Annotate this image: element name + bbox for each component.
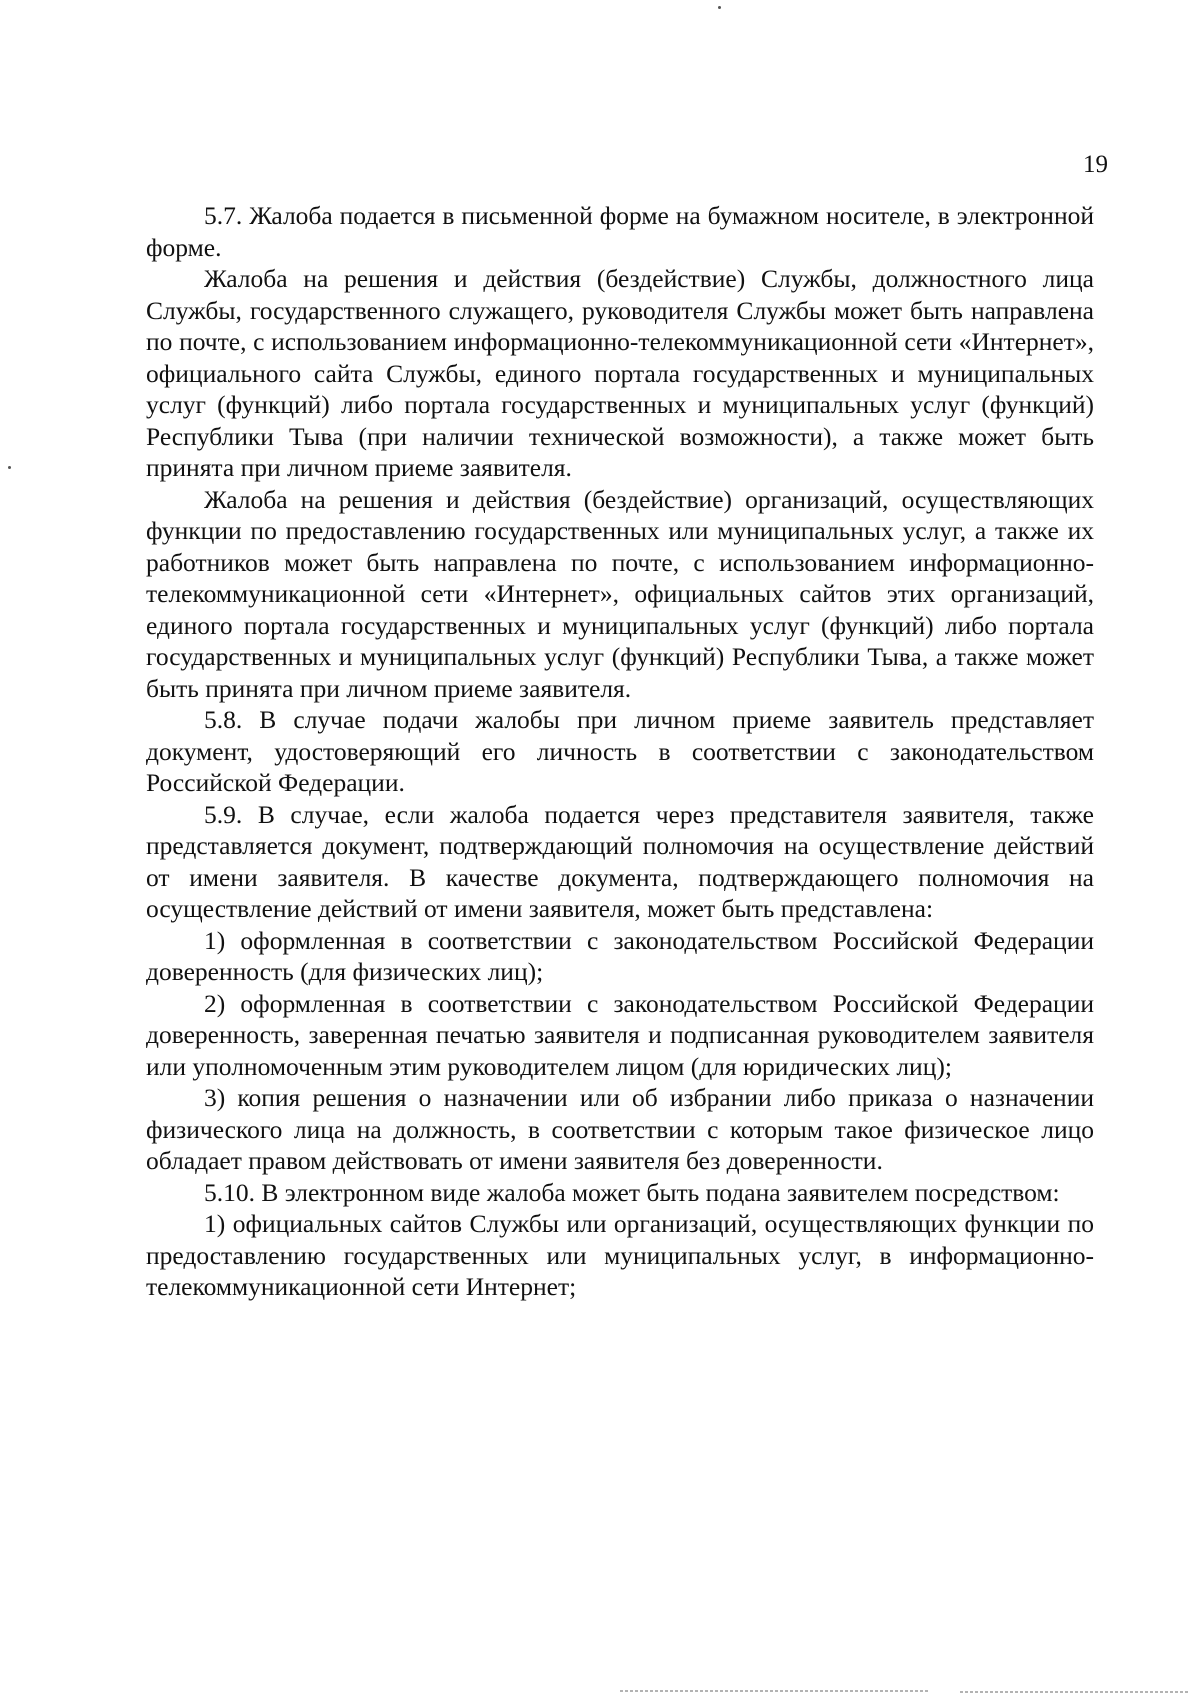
scan-speck — [8, 466, 11, 469]
scan-edge-line — [620, 1690, 930, 1692]
list-item-1-official-sites: 1) официальных сайтов Службы или организаций, осуществляющих функции по предоставлению государственных или муниципальных услуг, в информационно-телекоммуникационной сети Интернет; — [146, 1209, 1094, 1301]
document-body — [146, 200, 1094, 1303]
scan-speck — [718, 6, 721, 9]
paragraph-5-10: 5.10. В электронном виде жалоба может быть подана заявителем посредством: — [204, 1177, 1060, 1207]
list-item-3-appointment-copy: 3) копия решения о назначении или об избрании либо приказа о назначении физического лица на должность, в соответствии с которым такое физическое лицо обладает правом действовать от имени заявителя без доверенности. — [146, 1083, 1094, 1175]
list-item-2-legal-entities: 2) оформленная в соответствии с законодательством Российской Федерации доверенность, заверенная печатью заявителя и подписанная руководителем заявителя или уполномоченным этим руководителем лицом (для юридических лиц); — [146, 988, 1094, 1081]
page-number: 19 — [1083, 151, 1108, 178]
list-item-1-individuals: 1) оформленная в соответствии с законодательством Российской Федерации доверенность (для физических лиц); — [146, 925, 1094, 986]
paragraph-5-9: 5.9. В случае, если жалоба подается через представителя заявителя, также представляется документ, подтверждающий полномочия на осуществление действий от имени заявителя. В качестве документа, подтверждающего полномочия на осуществление действий от имени заявителя, может быть представлена: — [146, 799, 1094, 923]
paragraph-complaint-service: Жалоба на решения и действия (бездействие) Службы, должностного лица Службы, государственного служащего, руководителя Службы может быть направлена по почте, с использованием информационно-телекоммуникационной сети «Интернет», официального сайта Службы, единого портала государственных и муниципальных услуг (функций) либо портала государственных и муниципальных услуг (функций) Республики Тыва (при наличии технической возможности), а также может быть принята при личном приеме заявителя. — [146, 264, 1094, 482]
paragraph-5-7: 5.7. Жалоба подается в письменной форме на бумажном носителе, в электронной форме. — [146, 201, 1094, 262]
paragraph-5-8: 5.8. В случае подачи жалобы при личном приеме заявитель представляет документ, удостоверяющий его личность в соответствии с законодательством Российской Федерации. — [146, 705, 1094, 797]
scan-edge-line — [960, 1691, 1190, 1693]
paragraph-complaint-organizations: Жалоба на решения и действия (бездействие) организаций, осуществляющих функции по предоставлению государственных или муниципальных услуг, а также их работников может быть направлена по почте, с использованием информационно-телекоммуникационной сети «Интернет», официальных сайтов этих организаций, единого портала государственных и муниципальных услуг (функций) либо портала государственных и муниципальных услуг (функций) Республики Тыва, а также может быть принята при личном приеме заявителя. — [146, 484, 1094, 703]
